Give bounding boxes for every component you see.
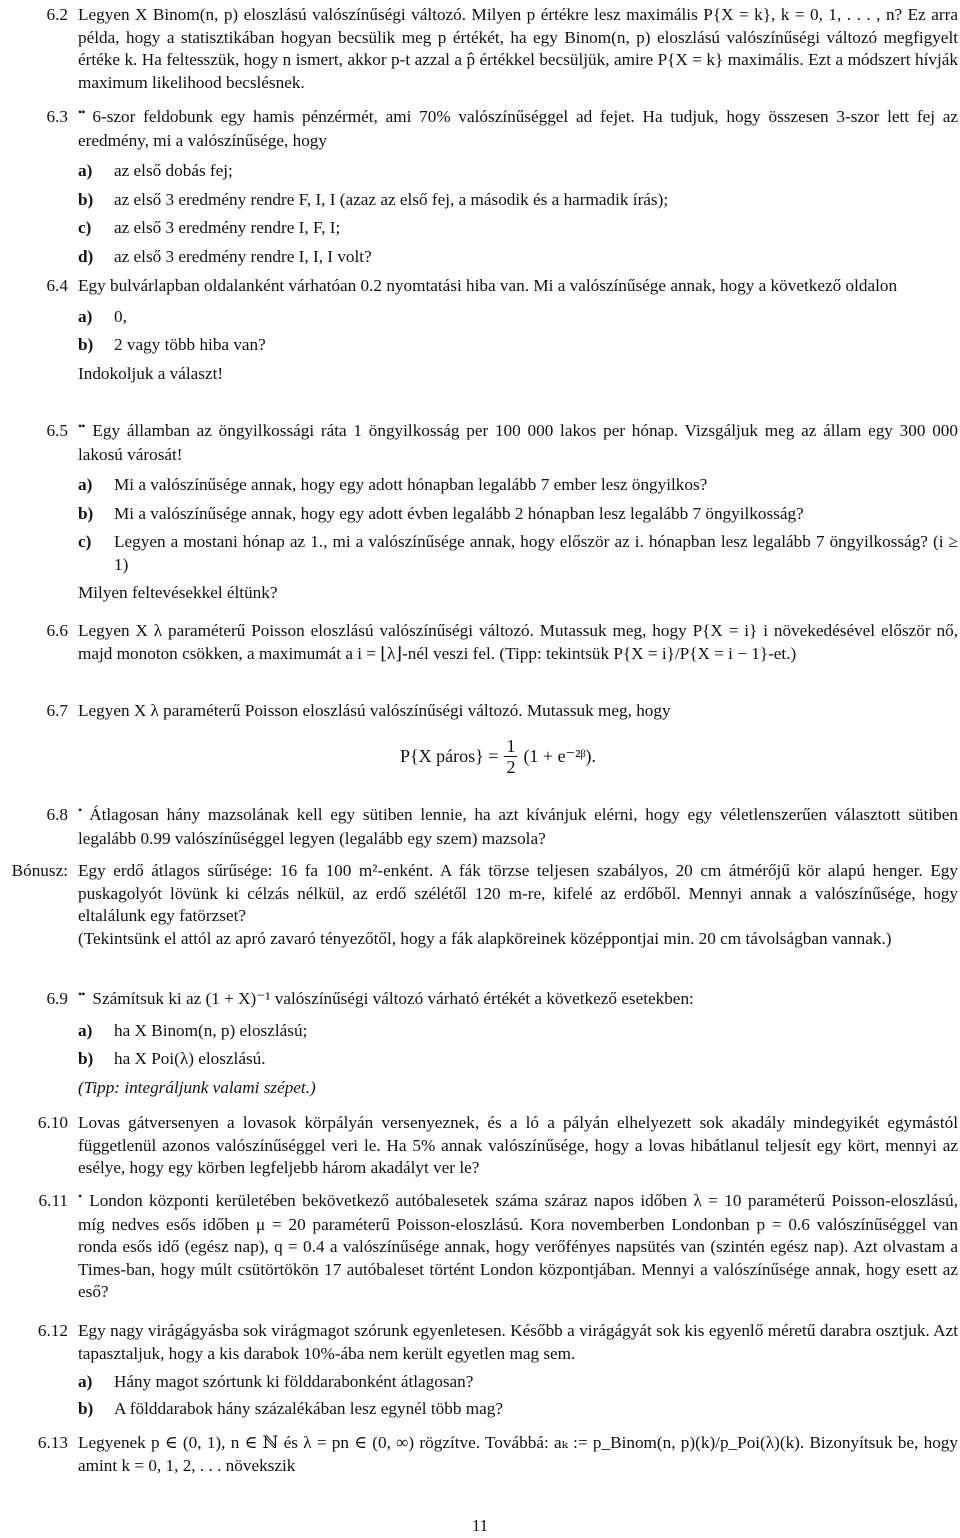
problem-text: Egy bulvárlapban oldalanként várhatóan 0.2 nyomtatási hiba van. Mi a valószínűsége annak, hogy a következő oldalon: [78, 276, 898, 295]
subitem-label: a): [78, 1020, 93, 1040]
subitem: [78, 531, 958, 576]
problem-number: 6.4: [46, 276, 68, 295]
problem-text: Egy erdő átlagos sűrűsége: 16 fa 100 m²-enként. A fák törzse teljesen szabályos, 20 cm átmérőjű kör alapú henger. Egy puskagolyót lövünk ki célzás nélkül, az erdő szélétől 120 m-re, kifelé az erdőből. Mennyi annak a valószínűsége, hogy eltalálunk egy fatörzset?: [78, 861, 958, 925]
subitem-label: b): [78, 335, 94, 354]
subitem-text: A földdarabok hány százalékában lesz egynél több mag?: [114, 1398, 503, 1418]
subitem-label: a): [78, 1372, 93, 1391]
subitem-label: b): [78, 1049, 94, 1068]
problem-number: 6.6: [46, 621, 68, 640]
subitem-text: az első 3 eredmény rendre I, F, I;: [114, 218, 341, 237]
problem-text: Átlagosan hány mazsolának kell egy sütiben lennie, ha azt kívánjuk elérni, hogy egy véletlenszerűen választott sütiben legalább 0.99 valószínűséggel legyen (legalább egy szem) mazsola?: [78, 805, 958, 848]
problem-text: 6-szor feldobunk egy hamis pénzérmét, ami 70% valószínűséggel ad fejet. Ha tudjuk, hogy összesen 3-szor lett fej az eredmény, mi a valószínűsége, hogy: [78, 107, 958, 150]
problem-number: 6.8: [46, 805, 68, 824]
problem-number: 6.10: [37, 1113, 68, 1132]
problem-number: 6.2: [46, 5, 68, 24]
subitem-label: b): [78, 1398, 94, 1418]
problem-text: Egy államban az öngyilkossági ráta 1 öngyilkosság per 100 000 lakos per hónap. Vizsgáljuk meg az állam egy 300 000 lakosú városát!: [78, 421, 958, 464]
problem-number: 6.11: [38, 1191, 68, 1210]
problem-number: 6.12: [37, 1321, 68, 1340]
problem-number: Bónusz:: [11, 861, 68, 880]
difficulty-dots: ••: [78, 419, 85, 433]
problem-text: (Tekintsünk el attól az apró zavaró tényezőtől, hogy a fák alapköreinek középpontjai min. 20 cm távolságban vannak.): [78, 928, 892, 948]
subitem: [78, 1020, 958, 1043]
subitem-label: c): [78, 532, 92, 551]
subitem-label: a): [78, 475, 93, 494]
problem-number: 6.7: [46, 701, 68, 720]
problem-text: Egy nagy virágágyásba sok virágmagot szórunk egyenletesen. Később a virágágyát sok kis egyenlő méretű darabra osztjuk. Azt tapasztaljuk, hogy a kis darabok 10%-ába nem került egyetlen mag sem.: [78, 1321, 958, 1363]
difficulty-dots: ••: [78, 105, 85, 119]
problem-number: 6.13: [37, 1433, 68, 1452]
subitem-text: az első 3 eredmény rendre F, I, I (azaz az első fej, a második és a harmadik írás);: [114, 189, 669, 209]
subitem-text: Hány magot szórtunk ki földdarabonként átlagosan?: [114, 1372, 474, 1391]
subitem-label: a): [78, 306, 93, 326]
problem-text: Legyenek p ∈ (0, 1), n ∈ ℕ és λ = pn ∈ (0, ∞) rögzítve. Továbbá: aₖ := p_Binom(n, p)(k)/p_Poi(λ)(k). Bizonyítsuk be, hogy amint k = 0, 1, 2, . . . növekszik: [78, 1433, 958, 1475]
subitem: [78, 334, 958, 357]
difficulty-dots: ••: [78, 987, 85, 1001]
subitem-text: Mi a valószínűsége annak, hogy egy adott hónapban legalább 7 ember lesz öngyilkos?: [114, 475, 708, 494]
subitem-label: c): [78, 218, 92, 237]
subitem-label: b): [78, 503, 94, 523]
problem-note: Milyen feltevésekkel éltünk?: [78, 583, 278, 602]
subitem: [78, 503, 958, 526]
problem-text: Számítsuk ki az (1 + X)⁻¹ valószínűségi változó várható értékét a következő esetekben:: [92, 989, 694, 1008]
subitem-text: ha X Binom(n, p) eloszlású;: [114, 1020, 308, 1040]
subitem-label: b): [78, 189, 94, 209]
problem-text: Lovas gátversenyen a lovasok körpályán versenyeznek, és a ló a pályán elhelyezett sok akadály mindegyikét egymástól függetlenül azonos valószínűséggel veri le. Ha 5% annak valószínűsége, hogy a lovas hibátlanul teljesít egy kört, mennyi az esélye, hogy egy körben legfeljebb három akadályt ver le?: [78, 1113, 958, 1177]
problem-number: 6.9: [46, 989, 68, 1008]
fraction-numerator: 1: [506, 736, 516, 756]
subitem: [78, 189, 958, 212]
subitem: [78, 1398, 958, 1421]
subitem-text: 0,: [114, 306, 127, 326]
subitem: [78, 160, 958, 183]
subitem-text: Mi a valószínűsége annak, hogy egy adott évben legalább 2 hónapban lesz legalább 7 öngyilkosság?: [114, 503, 804, 523]
problem-text: Legyen X λ paraméterű Poisson eloszlású valószínűségi változó. Mutassuk meg, hogy: [78, 701, 671, 720]
problem-text: Legyen X Binom(n, p) eloszlású valószínűségi változó. Milyen p értékre lesz maximális P{X = k}, k = 0, 1, . . . , n? Ez arra példa, hogy a statisztikában hogyan becsülik meg p értékét, ha egy Binom(n, p) eloszlású valószínűségi változó megfigyelt értéke k. Ha feltesszük, hogy n ismert, akkor p-t azzal a p̂ értékkel becsüljük, amire P{X = k} maximális. Ezt a módszert hívják maximum likelihood becslésnek.: [78, 5, 958, 92]
formula-rhs: (1 + e⁻²ᵝ).: [523, 746, 597, 767]
subitem-text: ha X Poi(λ) eloszlású.: [114, 1049, 266, 1068]
subitem: [78, 306, 958, 329]
subitem-text: az első 3 eredmény rendre I, I, I volt?: [114, 246, 372, 266]
problem-text: Legyen X λ paraméterű Poisson eloszlású valószínűségi változó. Mutassuk meg, hogy P{X = i} i növekedésével először nő, majd monoton csökken, a maximumát a i = ⌊λ⌋-nél veszi fel. (Tipp: tekintsük P{X = i}/P{X = i − 1}-et.): [78, 621, 958, 663]
problem-text: London központi kerületében bekövetkező autóbalesetek száma száraz napos időben λ = 10 paraméterű Poisson-eloszlású, míg nedves esős időben μ = 20 paraméterű Poisson-eloszlású. Kora novemberben Londonban p = 0.6 valószínűséggel van ronda esős idő (egész nap), q = 0.4 a valószínűsége annak, hogy verőfényes napsütés van (szintén egész nap). Azt olvastam a Times-ban, hogy múlt csütörtökön 17 autóbaleset történt London központjában. Mennyi a valószínűsége annak, hogy esett az eső?: [78, 1191, 958, 1301]
subitem-label: a): [78, 161, 93, 180]
problem-note: Indokoljuk a választ!: [78, 363, 224, 383]
problem-note: (Tipp: integráljunk valami szépet.): [78, 1077, 316, 1097]
formula-lhs: P{X páros} =: [400, 746, 499, 767]
subitem-label: d): [78, 246, 94, 266]
page-number: 11: [471, 1516, 489, 1535]
subitem-text: Legyen a mostani hónap az 1., mi a valószínűsége annak, hogy először az i. hónapban lesz legalább 7 öngyilkosság? (i ≥ 1): [114, 532, 958, 574]
problem-number: 6.3: [46, 107, 68, 126]
subitem-text: 2 vagy több hiba van?: [114, 335, 266, 354]
subitem: [78, 1048, 958, 1071]
subitem: [78, 1371, 958, 1394]
fraction: [504, 736, 517, 777]
subitem: [78, 246, 958, 269]
subitem: [78, 474, 958, 497]
problem-number: 6.5: [46, 421, 68, 440]
subitem-text: az első dobás fej;: [114, 161, 233, 180]
difficulty-dots: •: [78, 803, 82, 817]
difficulty-dots: •: [78, 1189, 82, 1203]
fraction-denominator: 2: [506, 757, 516, 777]
display-formula: [400, 736, 596, 777]
subitem: [78, 217, 958, 240]
